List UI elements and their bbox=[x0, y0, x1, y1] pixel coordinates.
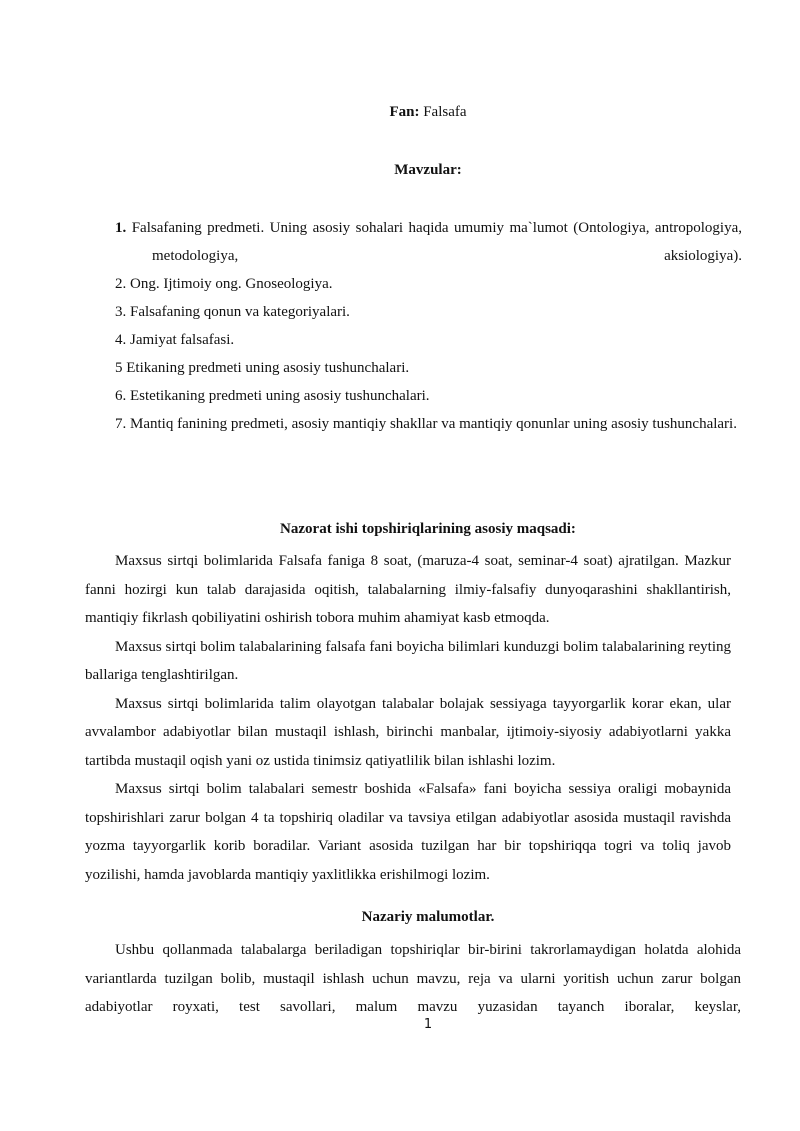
nazorat-paragraph: Maxsus sirtqi bolim talabalari semestr boshida «Falsafa» fani boyicha sessiya oraligi mobaynida topshirishlari zarur bolgan 4 ta topshiriq oladilar va tavsiya etilgan adabiyotlar asosida mustaqil ravishda yozma tayyorgarlik korib boradilar. Variant asosida tuzilgan har bir topshiriqqa togri va toliq javob yozilishi, hamda javoblarda mantiqiy yaxlitlikka erishilmogi lozim. bbox=[85, 781, 731, 883]
topic-text: Falsafaning predmeti. Uning asosiy sohalari haqida umumiy ma`lumot (Ontologiya, antropologiya, metodologiya, aksiologiya). bbox=[126, 220, 742, 264]
nazorat-title: Nazorat ishi topshiriqlarining asosiy maqsadi: bbox=[280, 521, 576, 537]
subject-line bbox=[0, 104, 800, 121]
topic-number: 1. bbox=[115, 220, 127, 236]
nazorat-body bbox=[85, 547, 731, 889]
page-number: 1 bbox=[423, 1017, 433, 1032]
subject-label: Fan: bbox=[389, 104, 420, 120]
nazariy-paragraph: Ushbu qollanmada talabalarga beriladigan topshiriqlar bir-birini takrorlamaydigan holatda alohida variantlarda tuzilgan bolib, mustaqil ishlash uchun mavzu, reja va ularni yoritish uchun zarur bolgan adabiyotlar royxati, test savollari, malum mavzu yuzasidan tayanch iboralar, keyslar, bbox=[85, 942, 741, 1015]
topic-item bbox=[115, 214, 742, 270]
topics-title: Mavzular: bbox=[394, 162, 462, 178]
subject-value: Falsafa bbox=[419, 104, 467, 120]
topic-item: 5 Etikaning predmeti uning asosiy tushunchalari. bbox=[115, 360, 410, 376]
topic-item: 2. Ong. Ijtimoiy ong. Gnoseologiya. bbox=[115, 276, 333, 292]
nazariy-title: Nazariy malumotlar. bbox=[361, 909, 495, 925]
nazorat-paragraph: Maxsus sirtqi bolim talabalarining falsafa fani boyicha bilimlari kunduzgi bolim talabalarining reyting ballariga tenglashtirilgan. bbox=[85, 638, 731, 683]
nazariy-body bbox=[85, 936, 741, 1022]
topic-item: 6. Estetikaning predmeti uning asosiy tushunchalari. bbox=[115, 388, 430, 404]
topic-item: 3. Falsafaning qonun va kategoriyalari. bbox=[115, 304, 350, 320]
nazorat-paragraph: Maxsus sirtqi bolimlarida Falsafa faniga 8 soat, (maruza-4 soat, seminar-4 soat) ajratilgan. Mazkur fanni hozirgi kun talab darajasida oqitish, talabalarning ilmiy-falsafiy dunyoqarashini shakllantirish, mantiqiy fikrlash qobiliyatini oshirish tobora muhim ahamiyat kasb etmoqda. bbox=[85, 553, 731, 626]
topic-item: 4. Jamiyat falsafasi. bbox=[115, 332, 235, 348]
topics-list bbox=[115, 214, 742, 438]
nazorat-paragraph: Maxsus sirtqi bolimlarida talim olayotgan talabalar bolajak sessiyaga tayyorgarlik korar ekan, ular avvalambor adabiyotlar bilan mustaqil ishlash, birinchi manbalar, ijtimoiy-siyosiy adabiyotlarni yakka tartibda mustaqil oqish yani oz ustida tinimsiz qatiyatlilik bilan ishlashi lozim. bbox=[85, 695, 731, 769]
topic-item: 7. Mantiq fanining predmeti, asosiy mantiqiy shakllar va mantiqiy qonunlar uning asosiy tushunchalari. bbox=[115, 416, 737, 432]
